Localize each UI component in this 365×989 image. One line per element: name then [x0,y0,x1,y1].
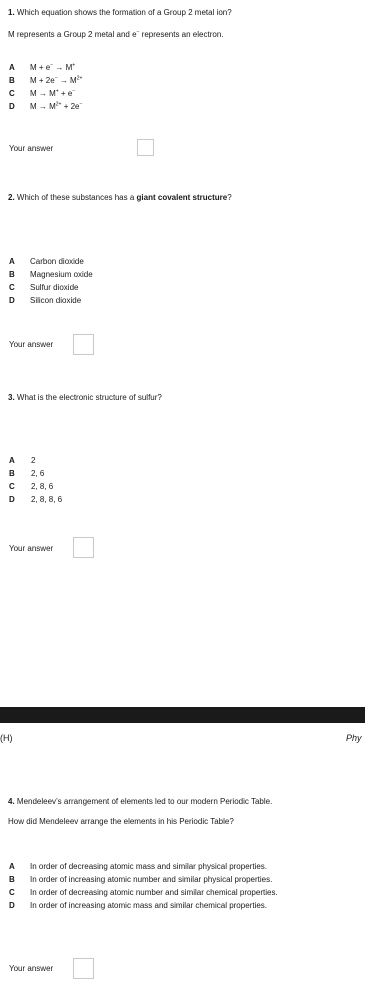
q2-option-c: Sulfur dioxide [30,283,79,292]
q4-option-letter-b: B [9,875,15,884]
q2-number: 2. [8,193,15,202]
q2-answer-box[interactable] [73,334,94,355]
q3-answer-label: Your answer [9,544,54,553]
q3-title [8,393,162,402]
q1-option-b: $M + 2e^- \to M^{2+}$ [30,75,83,85]
q3-option-letter-d: D [9,495,15,504]
q4-option-letter-d: D [9,901,15,910]
q1-subtitle-part: represents an electron. [139,30,224,39]
q2-option-letter-c: C [9,283,15,292]
q3-option-b: 2, 6 [31,469,45,478]
q1-answer-box[interactable] [137,139,154,156]
q4-option-a: In order of decreasing atomic mass and similar physical properties. [30,862,267,871]
q2-option-d: Silicon dioxide [30,296,82,305]
q2-option-a: Carbon dioxide [30,257,84,266]
q1-number: 1. [8,8,15,17]
q4-option-letter-c: C [9,888,15,897]
q1-option-letter-c: C [9,89,15,98]
q1-option-letter-a: A [9,63,15,72]
page-footer-right: Phy [346,733,362,743]
q4-subtitle: How did Mendeleev arrange the elements in his Periodic Table? [8,817,234,826]
q2-answer-label: Your answer [9,340,54,349]
q1-subtitle-sup: − [136,29,140,36]
page-footer-left: (H) [0,733,13,743]
q3-option-c: 2, 8, 6 [31,482,54,491]
q4-title-text: Mendeleev’s arrangement of elements led to our modern Periodic Table. [16,797,273,806]
q3-option-letter-b: B [9,469,15,478]
q4-option-d: In order of increasing atomic mass and similar chemical properties. [30,901,267,910]
q1-option-letter-d: D [9,102,15,111]
q1-option-letter-b: B [9,76,15,85]
q2-title-after: ? [227,193,232,202]
q3-option-d: 2, 8, 8, 6 [31,495,63,504]
page-divider-bar [0,707,365,723]
q1-subtitle-part: M represents a Group 2 metal and e [8,30,137,39]
q1-title-text: Which equation shows the formation of a Group 2 metal ion? [16,8,232,17]
q4-option-b: In order of increasing atomic number and similar physical properties. [30,875,273,884]
q4-title [8,797,272,806]
q2-title [8,193,232,202]
q3-title-text: What is the electronic structure of sulfur? [16,393,162,402]
q4-answer-box[interactable] [73,958,94,979]
q2-title-bold: giant covalent structure [136,193,228,202]
q1-answer-label: Your answer [9,144,54,153]
q2-option-letter-a: A [9,257,15,266]
q1-subtitle [8,30,223,39]
q3-option-letter-a: A [9,456,15,465]
q2-option-letter-d: D [9,296,15,305]
q1-title [8,8,232,17]
q4-option-letter-a: A [9,862,15,871]
q3-number: 3. [8,393,15,402]
q2-title-before: Which of these substances has a [16,193,137,202]
q4-answer-label: Your answer [9,964,54,973]
q2-option-letter-b: B [9,270,15,279]
q4-option-c: In order of decreasing atomic number and similar chemical properties. [30,888,278,897]
q2-option-b: Magnesium oxide [30,270,93,279]
q3-option-a: 2 [31,456,36,465]
q3-answer-box[interactable] [73,537,94,558]
q1-option-d: $M \to M^{2+} + 2e^-$ [30,101,83,111]
q1-option-c: M → M+ + e− [30,88,76,98]
q1-option-a: M + e− → M+ [30,62,76,72]
q4-number: 4. [8,797,15,806]
q3-option-letter-c: C [9,482,15,491]
